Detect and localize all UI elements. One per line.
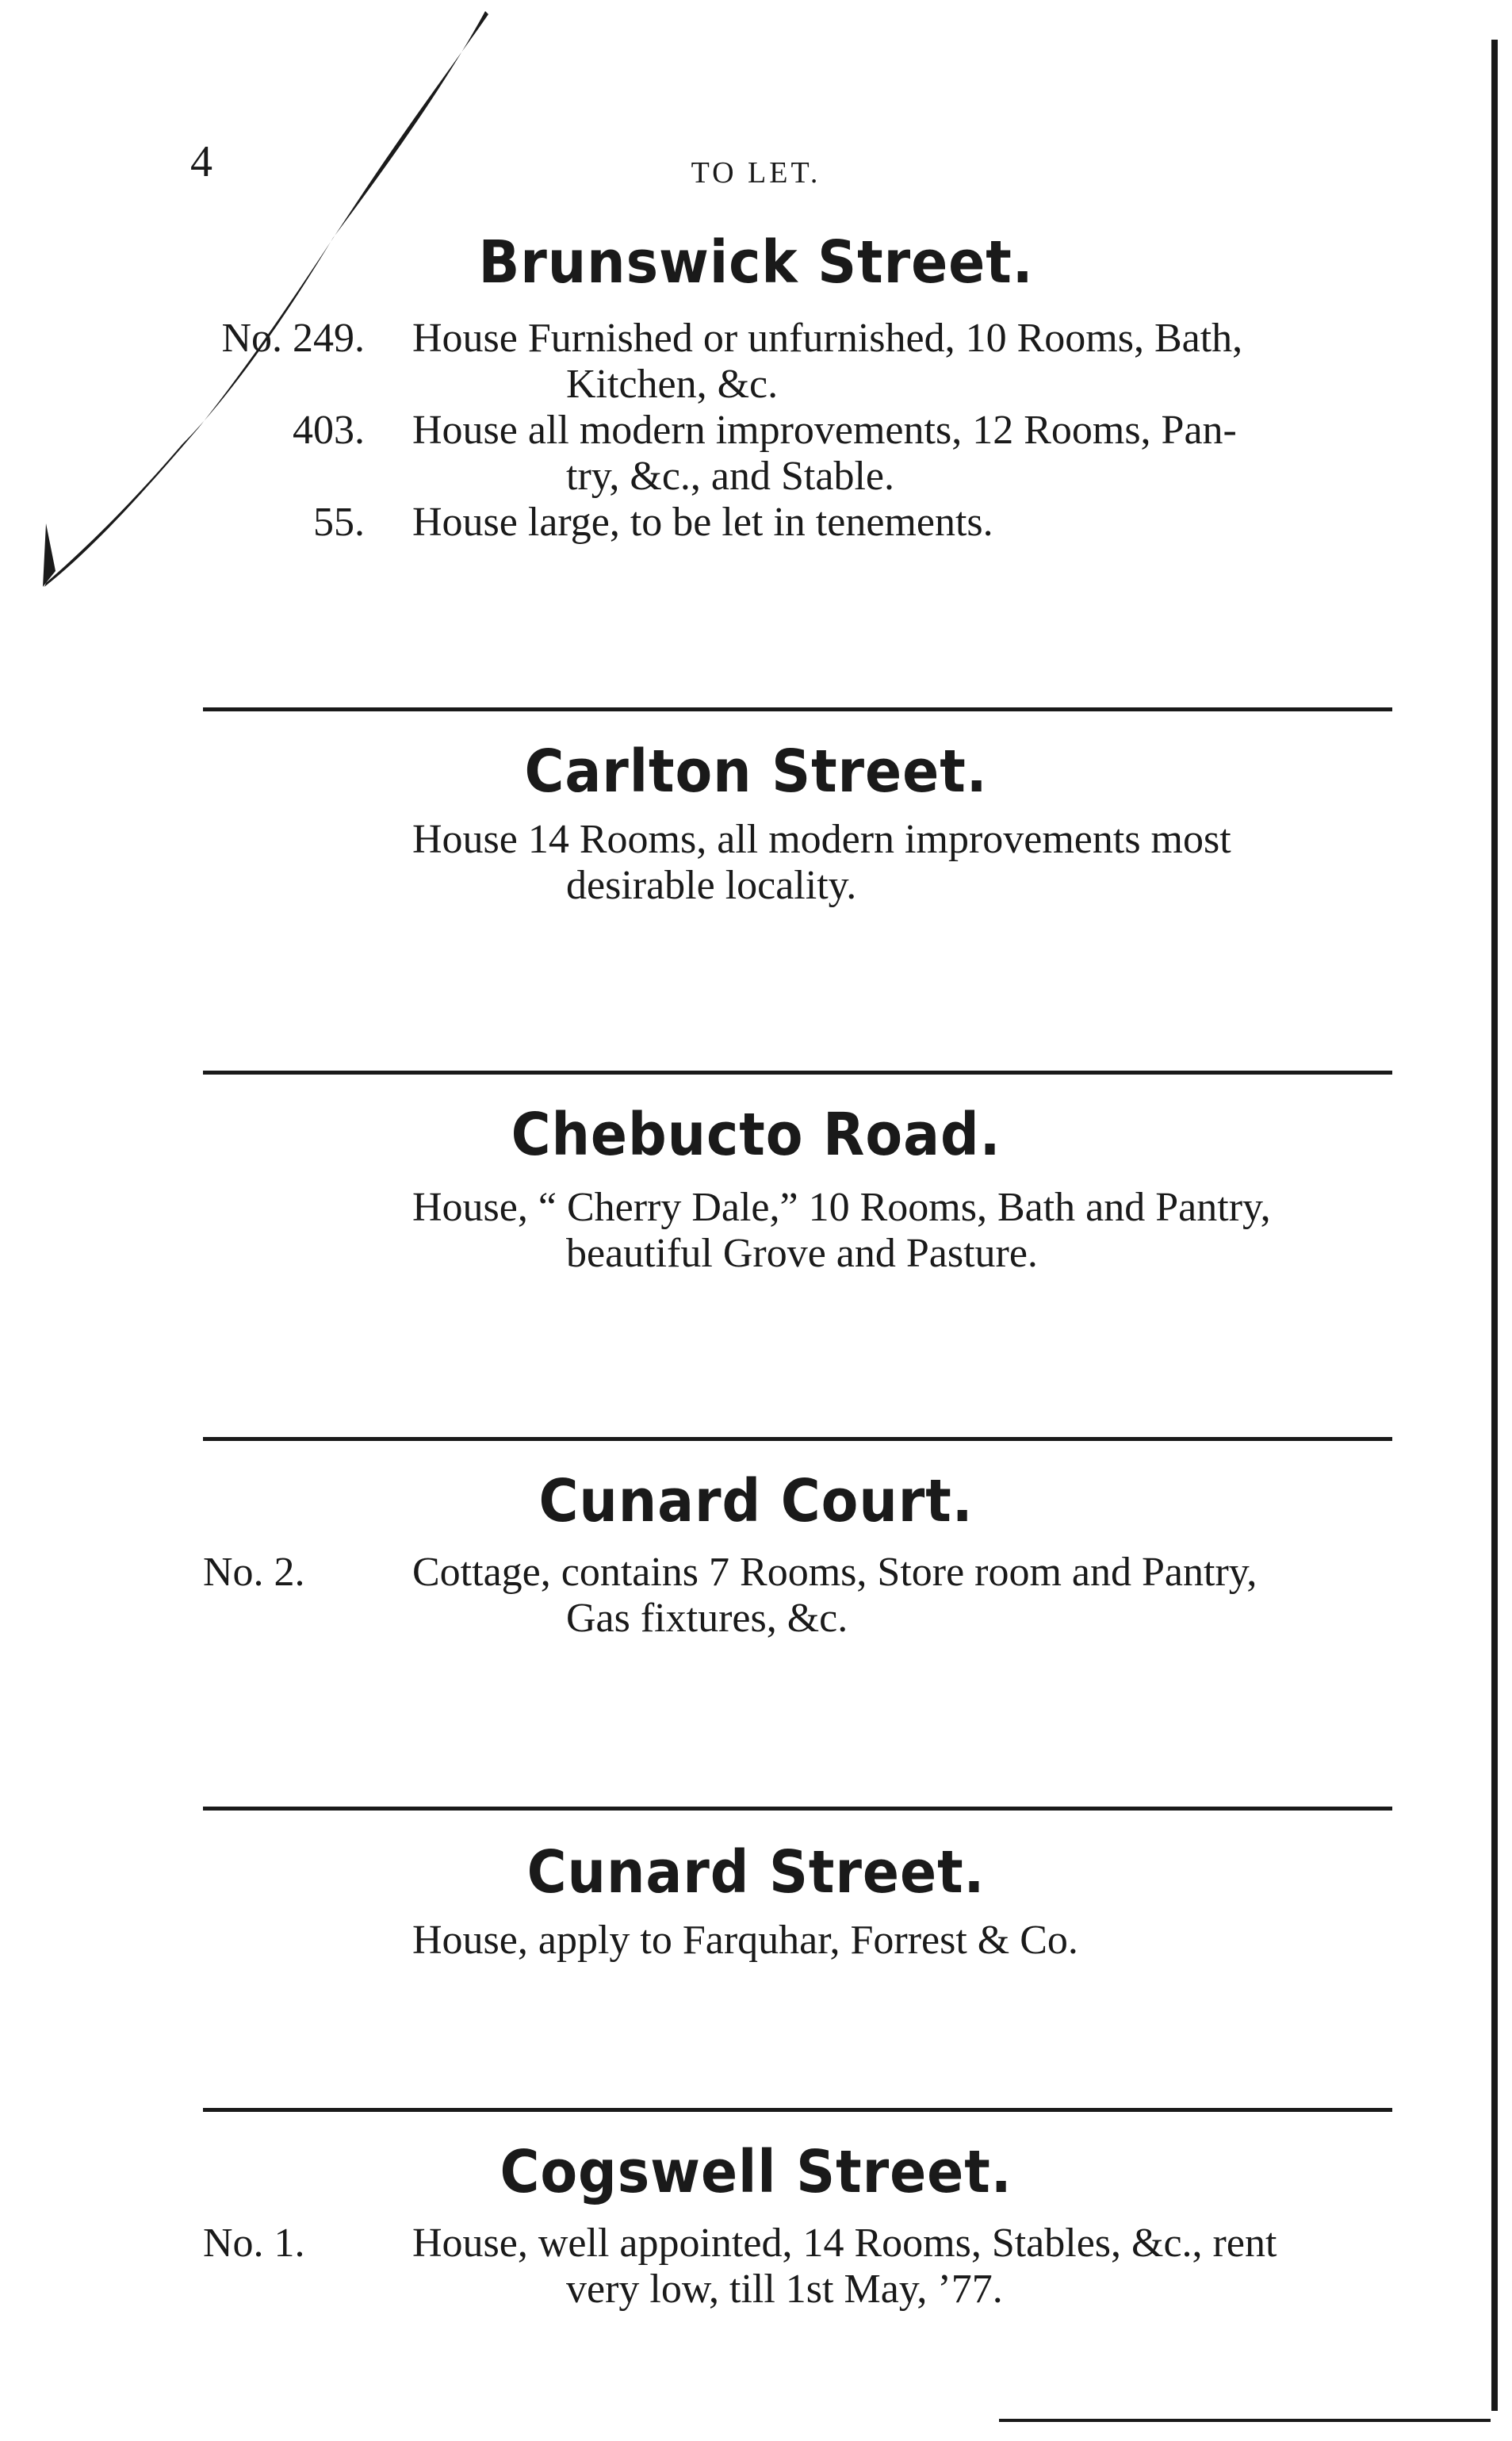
entry-text: House all modern improvements, 12 Rooms, Pan- (412, 408, 1237, 453)
entry-text: House, well appointed, 14 Rooms, Stables, &c., rent (412, 2221, 1277, 2266)
entry-number: 55. (313, 500, 365, 545)
entry-text-continued: Gas fixtures, &c. (566, 1596, 848, 1641)
entry-text: House 14 Rooms, all modern improvements most (412, 817, 1231, 862)
entry-text: House, apply to Farquhar, Forrest & Co. (412, 1918, 1078, 1963)
entry-text-continued: very low, till 1st May, ’77. (566, 2267, 1003, 2312)
section-heading: Cogswell Street. (500, 2138, 1012, 2206)
running-head: TO LET. (691, 156, 821, 190)
entry-text-continued: try, &c., and Stable. (566, 454, 894, 499)
entry-number: No. 2. (203, 1550, 305, 1595)
entry-text-continued: Kitchen, &c. (566, 362, 779, 407)
entry-text-continued: desirable locality. (566, 863, 857, 908)
section-heading: Carlton Street. (524, 738, 988, 806)
entry-text: Cottage, contains 7 Rooms, Store room and Pantry, (412, 1550, 1257, 1595)
section-divider (203, 707, 1392, 711)
entry-text: House large, to be let in tenements. (412, 500, 993, 545)
page-number: 4 (190, 137, 212, 186)
section-divider (203, 2108, 1392, 2112)
entry-number: 403. (293, 408, 365, 453)
section-heading: Brunswick Street. (478, 228, 1034, 297)
section-heading: Chebucto Road. (511, 1101, 1001, 1169)
entry-text: House Furnished or unfurnished, 10 Rooms, Bath, (412, 316, 1243, 361)
bottom-line (999, 2419, 1491, 2422)
entry-number: No. 1. (203, 2221, 305, 2266)
section-heading: Cunard Street. (526, 1838, 986, 1906)
section-heading: Cunard Court. (538, 1467, 974, 1535)
section-divider (203, 1437, 1392, 1441)
entry-number: No. 249. (221, 316, 365, 361)
section-divider (203, 1807, 1392, 1811)
section-divider (203, 1071, 1392, 1075)
entry-text: House, “ Cherry Dale,” 10 Rooms, Bath and Pantry, (412, 1185, 1271, 1230)
entry-text-continued: beautiful Grove and Pasture. (566, 1231, 1038, 1276)
right-margin-line (1491, 40, 1498, 2411)
